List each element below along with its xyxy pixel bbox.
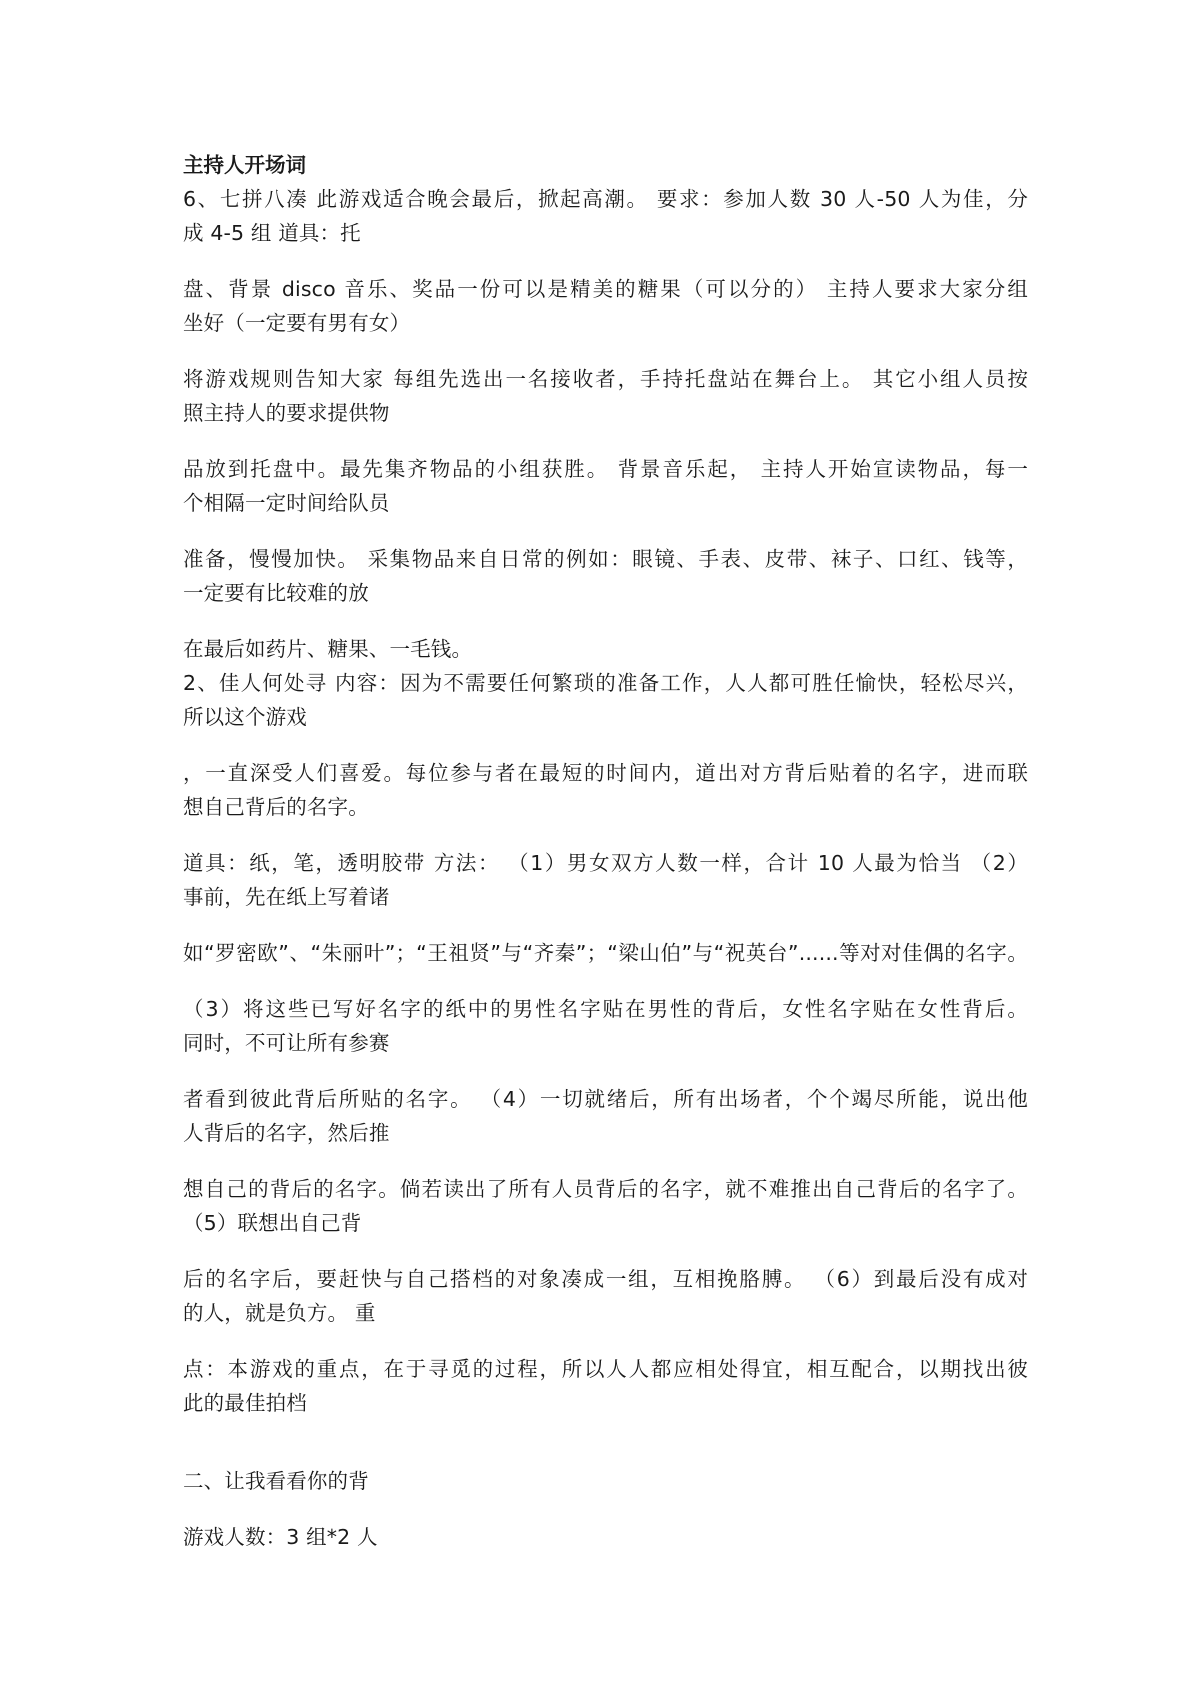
text-line: 此的最佳拍档	[183, 1391, 307, 1415]
text-line: （3）将这些已写好名字的纸中的男性名字贴在男性的背后，女性名字贴在女性背后。	[183, 997, 1028, 1021]
text-line: 后的名字后，要赶快与自己搭档的对象凑成一组，互相挽胳膊。 （6）到最后没有成对	[183, 1267, 1028, 1291]
paragraph-gap	[183, 520, 1028, 542]
paragraph-gap	[183, 340, 1028, 362]
document-body	[183, 148, 1028, 1554]
text-line: 盘、背景 disco 音乐、奖品一份可以是精美的糖果（可以分的） 主持人要求大家分组	[183, 277, 1028, 301]
text-line: 将游戏规则告知大家 每组先选出一名接收者，手持托盘站在舞台上。 其它小组人员按	[183, 367, 1028, 391]
paragraph-gap	[183, 1330, 1028, 1352]
text-line: 2、佳人何处寻 内容：因为不需要任何繁琐的准备工作，人人都可胜任愉快，轻松尽兴，	[183, 671, 1028, 695]
text-line: 坐好（一定要有男有女）	[183, 311, 411, 335]
text-line: 照主持人的要求提供物	[183, 401, 390, 425]
text-line: （5）联想出自己背	[183, 1211, 362, 1235]
text-line: 的人，就是负方。 重	[183, 1301, 376, 1325]
text-line: 准备，慢慢加快。 采集物品来自日常的例如：眼镜、手表、皮带、袜子、口红、钱等，	[183, 547, 1028, 571]
text-line: 点：本游戏的重点，在于寻觅的过程，所以人人都应相处得宜，相互配合，以期找出彼	[183, 1357, 1028, 1381]
section-heading: 二、让我看看你的背	[183, 1469, 369, 1493]
text-line: 想自己的背后的名字。倘若读出了所有人员背后的名字，就不难推出自己背后的名字了。	[183, 1177, 1028, 1201]
text-line: 品放到托盘中。最先集齐物品的小组获胜。 背景音乐起， 主持人开始宣读物品，每一	[183, 457, 1028, 481]
section-gap	[183, 1420, 1028, 1464]
text-line: 想自己背后的名字。	[183, 795, 369, 819]
paragraph-gap	[183, 914, 1028, 936]
paragraph-gap	[183, 610, 1028, 632]
paragraph-gap	[183, 1240, 1028, 1262]
paragraph-gap	[183, 1150, 1028, 1172]
text-line: 道具：纸，笔，透明胶带 方法： （1）男女双方人数一样，合计 10 人最为恰当 （2）	[183, 851, 1028, 875]
text-line: 所以这个游戏	[183, 705, 307, 729]
text-line: ，一直深受人们喜爱。每位参与者在最短的时间内，道出对方背后贴着的名字，进而联	[183, 761, 1028, 785]
text-line: 在最后如药片、糖果、一毛钱。	[183, 637, 473, 661]
text-line: 如“罗密欧”、“朱丽叶”；“王祖贤”与“齐秦”；“梁山伯”与“祝英台”......等对对佳偶的名字。	[183, 941, 1028, 965]
document-title: 主持人开场词	[183, 153, 306, 177]
paragraph-gap	[183, 430, 1028, 452]
paragraph-gap	[183, 1498, 1028, 1520]
paragraph-gap	[183, 824, 1028, 846]
text-line: 游戏人数：3 组*2 人	[183, 1525, 378, 1549]
text-line: 一定要有比较难的放	[183, 581, 369, 605]
paragraph-gap	[183, 970, 1028, 992]
paragraph-gap	[183, 250, 1028, 272]
paragraph-gap	[183, 734, 1028, 756]
paragraph-gap	[183, 1060, 1028, 1082]
text-line: 事前，先在纸上写着诸	[183, 885, 390, 909]
text-line: 个相隔一定时间给队员	[183, 491, 390, 515]
text-line: 者看到彼此背后所贴的名字。 （4）一切就绪后，所有出场者，个个竭尽所能，说出他	[183, 1087, 1028, 1111]
text-line: 6、七拼八凑 此游戏适合晚会最后，掀起高潮。 要求：参加人数 30 人-50 人为佳，分	[183, 187, 1028, 211]
text-line: 人背后的名字，然后推	[183, 1121, 390, 1145]
text-line: 成 4-5 组 道具：托	[183, 221, 361, 245]
text-line: 同时，不可让所有参赛	[183, 1031, 390, 1055]
